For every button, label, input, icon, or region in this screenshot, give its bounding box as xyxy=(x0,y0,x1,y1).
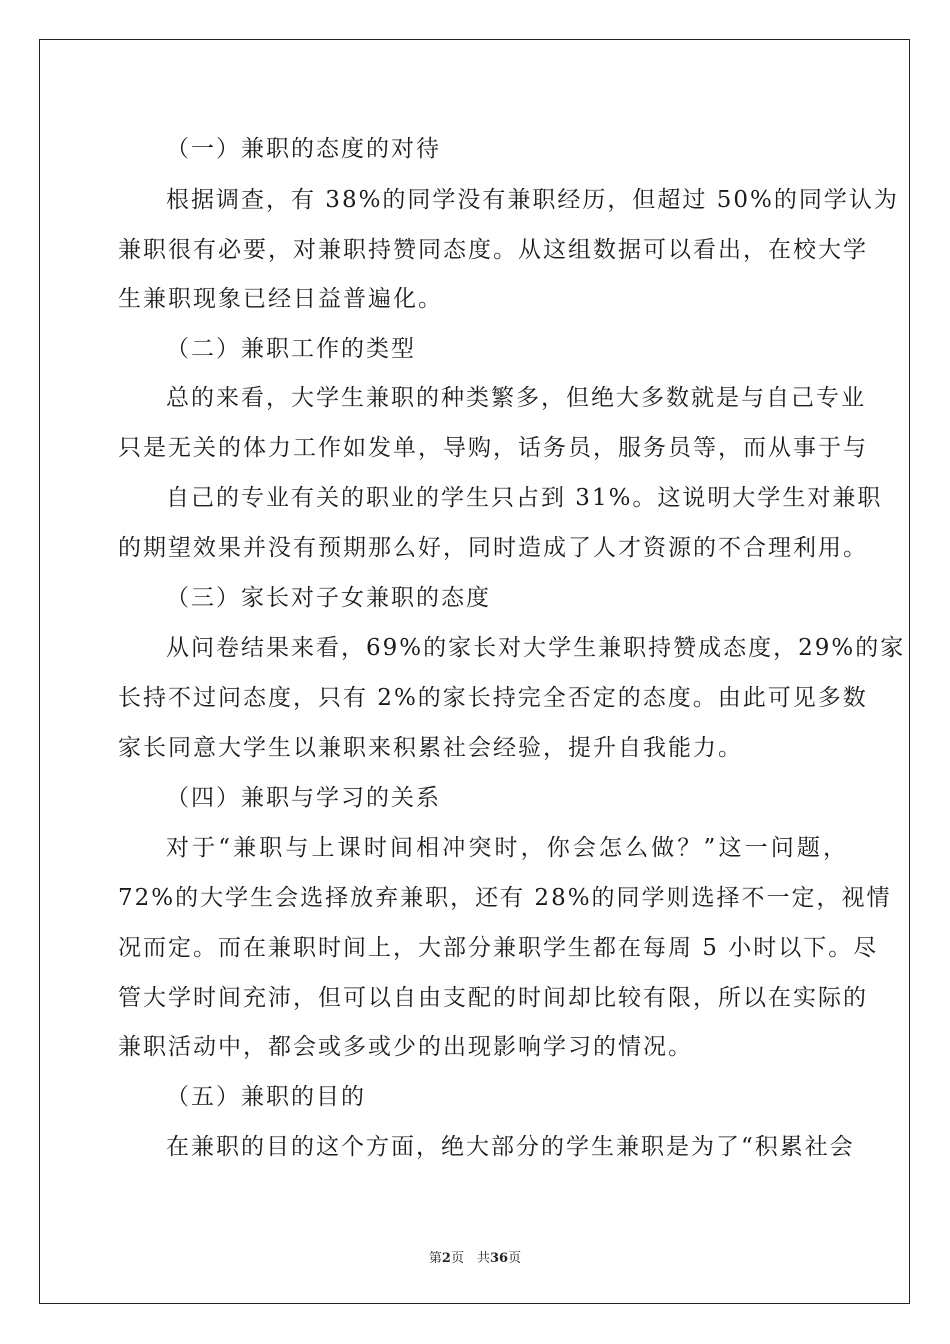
section-heading-3: （三）家长对子女兼职的态度 xyxy=(166,585,491,611)
paragraph-line: 在兼职的目的这个方面，绝大部分的学生兼职是为了“积累社会 xyxy=(166,1134,855,1160)
paragraph-line: 兼职活动中，都会或多或少的出现影响学习的情况。 xyxy=(118,1034,693,1060)
page-number: 2 xyxy=(441,1251,451,1266)
section-heading-2: （二）兼职工作的类型 xyxy=(166,336,416,362)
section-heading-1: （一）兼职的态度的对待 xyxy=(166,136,441,162)
paragraph-line: 长持不过问态度，只有 2%的家长持完全否定的态度。由此可见多数 xyxy=(118,685,868,711)
footer-suffix: 页 xyxy=(508,1251,522,1266)
paragraph-line: 总的来看，大学生兼职的种类繁多，但绝大多数就是与自己专业 xyxy=(166,385,866,411)
section-heading-4: （四）兼职与学习的关系 xyxy=(166,785,441,811)
paragraph-line: 自己的专业有关的职业的学生只占到 31%。这说明大学生对兼职 xyxy=(166,485,883,511)
paragraph-line: 生兼职现象已经日益普遍化。 xyxy=(118,286,443,312)
paragraph-line: 从问卷结果来看，69%的家长对大学生兼职持赞成态度，29%的家 xyxy=(166,635,906,661)
paragraph-line: 况而定。而在兼职时间上，大部分兼职学生都在每周 5 小时以下。尽 xyxy=(118,935,879,961)
paragraph-line: 的期望效果并没有预期那么好，同时造成了人才资源的不合理利用。 xyxy=(118,535,868,561)
paragraph-line: 管大学时间充沛，但可以自由支配的时间却比较有限，所以在实际的 xyxy=(118,985,868,1011)
paragraph-line: 只是无关的体力工作如发单，导购，话务员，服务员等，而从事于与 xyxy=(118,435,868,461)
section-heading-5: （五）兼职的目的 xyxy=(166,1084,366,1110)
paragraph-line: 72%的大学生会选择放弃兼职，还有 28%的同学则选择不一定，视情 xyxy=(118,885,892,911)
total-pages: 36 xyxy=(489,1251,509,1266)
page-border xyxy=(39,39,910,1304)
paragraph-line: 兼职很有必要，对兼职持赞同态度。从这组数据可以看出，在校大学 xyxy=(118,237,868,263)
page-footer xyxy=(0,1247,950,1266)
paragraph-line: 根据调查，有 38%的同学没有兼职经历，但超过 50%的同学认为 xyxy=(166,187,899,213)
footer-mid: 页 共 xyxy=(450,1251,490,1266)
footer-prefix: 第 xyxy=(428,1251,442,1266)
paragraph-line: 家长同意大学生以兼职来积累社会经验，提升自我能力。 xyxy=(118,735,743,761)
paragraph-line: 对于“兼职与上课时间相冲突时，你会怎么做？”这一问题， xyxy=(166,835,848,861)
